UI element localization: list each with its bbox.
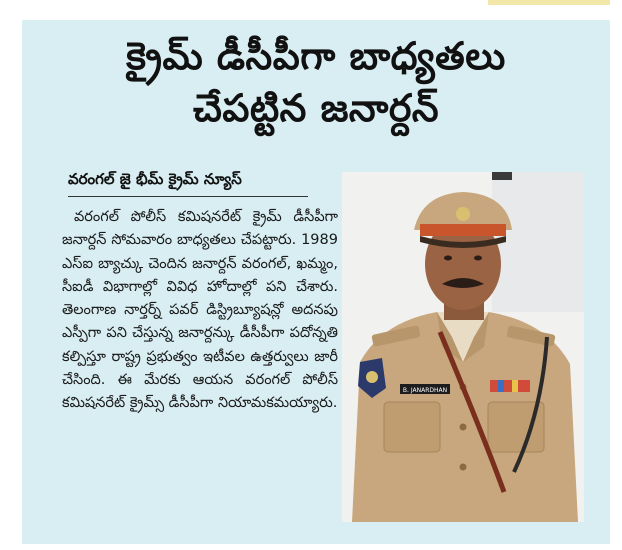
officer-photo bbox=[342, 172, 584, 522]
top-tab-accent bbox=[488, 0, 610, 5]
headline-line-1: క్రైమ్ డీసీపీగా బాధ్యతలు bbox=[126, 34, 506, 78]
headline-line-2: చేపట్టిన జనార్దన్ bbox=[192, 86, 440, 130]
headline bbox=[22, 30, 610, 134]
article-body: వరంగల్ పోలీస్ కమిషనరేట్ క్రైమ్ డీసీపీగా జనార్దన్ సోమవారం బాధ్యతలు చేపట్టారు. 1989 ఎస్ఐ బ్యాచ్కు చెందిన జనార్దన్ వరంగల్, ఖమ్మం, సీఐడీ విభాగాల్లో వివిధ హోదాల్లో పని చేశారు. తెలంగాణ నార్తర్న్ పవర్ డిస్ట్రిబ్యూషన్లో అదనపు ఎస్పీగా పని చేస్తున్న జనార్దన్కు డీసీపీగా పదోన్నతి కల్పిస్తూ రాష్ట్ర ప్రభుత్వం ఇటీవల ఉత్తర్వులు జారీ చేసింది. ఈ మేరకు ఆయన వరంగల్ పోలీస్ కమిషనరేట్ క్రైమ్స్ డీసీపీగా నియామకమయ్యారు. bbox=[62, 209, 338, 412]
dateline: వరంగల్ జై భీమ్ క్రైమ్ న్యూస్ bbox=[68, 170, 308, 197]
name-tag-text: B. JANARDHAN bbox=[402, 387, 448, 394]
officer-illustration bbox=[342, 172, 584, 522]
